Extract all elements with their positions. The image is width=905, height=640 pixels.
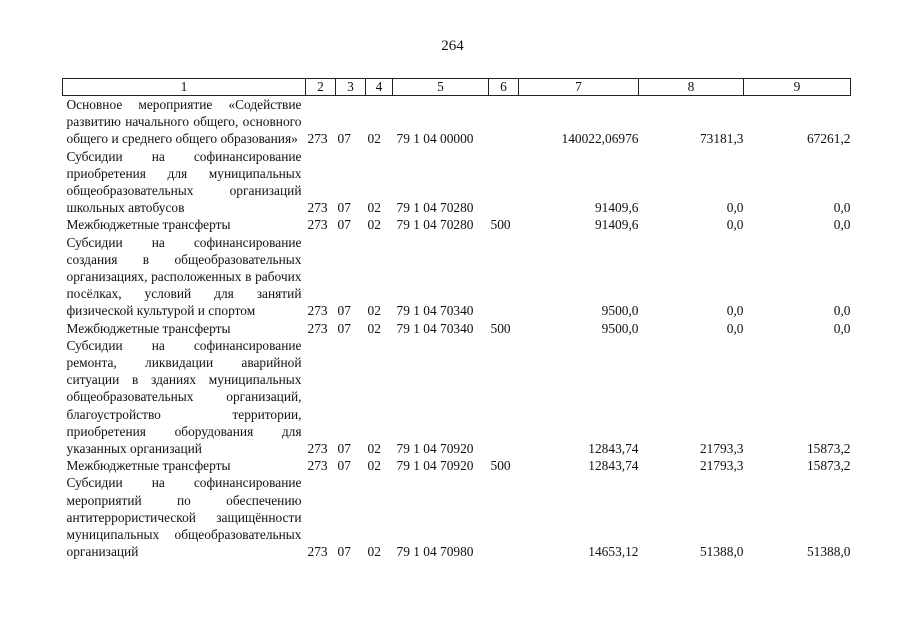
cell-col-8: 0,0: [726, 217, 744, 233]
row-name: Межбюджетные трансферты: [66, 458, 231, 474]
cell-col-5: 79 1 04 70920: [396, 458, 474, 474]
column-header: 8: [639, 79, 744, 96]
cell-col-2: 273: [307, 131, 328, 147]
table-row: [63, 96, 851, 148]
row-name: Основное мероприятие «Содействие развитию начального общего, основного общего и среднего общего образования»: [66, 97, 302, 147]
cell-col-7: 9500,0: [601, 320, 639, 336]
column-header: 5: [393, 79, 489, 96]
cell-col-7: 12843,74: [588, 441, 639, 457]
cell-col-8: 73181,3: [699, 131, 744, 147]
table-row: [63, 474, 851, 560]
cell-col-3: 07: [337, 131, 351, 147]
cell-col-6: [489, 148, 519, 217]
cell-col-4: 02: [367, 217, 381, 233]
cell-col-7: 140022,06976: [561, 131, 639, 147]
cell-col-6: [489, 96, 519, 148]
cell-col-2: 273: [307, 200, 328, 216]
column-header: 2: [306, 79, 336, 96]
cell-col-5: 79 1 04 70340: [396, 320, 474, 336]
cell-col-3: 07: [337, 200, 351, 216]
cell-col-8: 0,0: [726, 320, 744, 336]
budget-table: [62, 78, 851, 560]
cell-col-9: 51388,0: [806, 544, 851, 560]
column-header: 4: [366, 79, 393, 96]
cell-col-2: 273: [307, 441, 328, 457]
table-row: [63, 457, 851, 474]
table-row: [63, 216, 851, 233]
cell-col-3: 07: [337, 441, 351, 457]
cell-col-7: 14653,12: [588, 544, 639, 560]
cell-col-5: 79 1 04 70920: [396, 441, 474, 457]
cell-col-8: 21793,3: [699, 441, 744, 457]
cell-col-9: 0,0: [833, 320, 851, 336]
cell-col-2: 273: [307, 320, 328, 336]
cell-col-8: 51388,0: [699, 544, 744, 560]
column-header: 9: [744, 79, 851, 96]
cell-col-6: 500: [490, 217, 511, 233]
cell-col-7: 9500,0: [601, 303, 639, 319]
cell-col-8: 21793,3: [699, 458, 744, 474]
cell-col-2: 273: [307, 217, 328, 233]
cell-col-9: 15873,2: [806, 458, 851, 474]
cell-col-4: 02: [367, 131, 381, 147]
cell-col-2: 273: [307, 458, 328, 474]
cell-col-3: 07: [337, 217, 351, 233]
cell-col-5: 79 1 04 70340: [396, 303, 474, 319]
cell-col-4: 02: [367, 320, 381, 336]
column-header: 6: [489, 79, 519, 96]
cell-col-6: [489, 337, 519, 457]
cell-col-5: 79 1 04 70280: [396, 200, 474, 216]
row-name: Субсидии на софинансирование ремонта, ликвидации аварийной ситуации в зданиях муниципальных общеобразовательных организаций, благоустройство территории, приобретения оборудования для указанных организаций: [66, 337, 302, 457]
cell-col-9: 15873,2: [806, 441, 851, 457]
cell-col-6: 500: [490, 458, 511, 474]
column-header: 1: [63, 79, 306, 96]
cell-col-9: 0,0: [833, 303, 851, 319]
cell-col-5: 79 1 04 70980: [396, 544, 474, 560]
row-name: Субсидии на софинансирование мероприятий по обеспечению антитеррористической защищённости муниципальных общеобразовательных организаций: [66, 475, 302, 560]
cell-col-3: 07: [337, 303, 351, 319]
cell-col-8: 0,0: [726, 303, 744, 319]
page-number: 264: [441, 38, 464, 54]
cell-col-2: 273: [307, 544, 328, 560]
table-row: [63, 148, 851, 217]
row-name: Межбюджетные трансферты: [66, 217, 231, 233]
cell-col-4: 02: [367, 303, 381, 319]
table-row: [63, 337, 851, 457]
cell-col-9: 67261,2: [806, 131, 851, 147]
table-body: [63, 96, 851, 561]
cell-col-9: 0,0: [833, 200, 851, 216]
row-name: Субсидии на софинансирование приобретения для муниципальных общеобразовательных организаций школьных автобусов: [66, 148, 302, 216]
cell-col-3: 07: [337, 544, 351, 560]
cell-col-9: 0,0: [833, 217, 851, 233]
cell-col-7: 91409,6: [594, 217, 639, 233]
cell-col-4: 02: [367, 200, 381, 216]
cell-col-4: 02: [367, 458, 381, 474]
cell-col-6: [489, 474, 519, 560]
cell-col-6: 500: [490, 320, 511, 336]
cell-col-7: 91409,6: [594, 200, 639, 216]
column-header: 7: [519, 79, 639, 96]
table-header: [63, 79, 851, 96]
table-row: [63, 234, 851, 320]
cell-col-7: 12843,74: [588, 458, 639, 474]
cell-col-5: 79 1 04 00000: [396, 131, 474, 147]
cell-col-8: 0,0: [726, 200, 744, 216]
cell-col-2: 273: [307, 303, 328, 319]
table-row: [63, 320, 851, 337]
row-name: Межбюджетные трансферты: [66, 320, 231, 336]
row-name: Субсидии на софинансирование создания в общеобразовательных организациях, расположенных в рабочих посёлках, условий для занятий физической культурой и спортом: [66, 234, 302, 319]
cell-col-6: [489, 234, 519, 320]
cell-col-4: 02: [367, 441, 381, 457]
cell-col-3: 07: [337, 320, 351, 336]
cell-col-3: 07: [337, 458, 351, 474]
column-header: 3: [336, 79, 366, 96]
cell-col-4: 02: [367, 544, 381, 560]
cell-col-5: 79 1 04 70280: [396, 217, 474, 233]
